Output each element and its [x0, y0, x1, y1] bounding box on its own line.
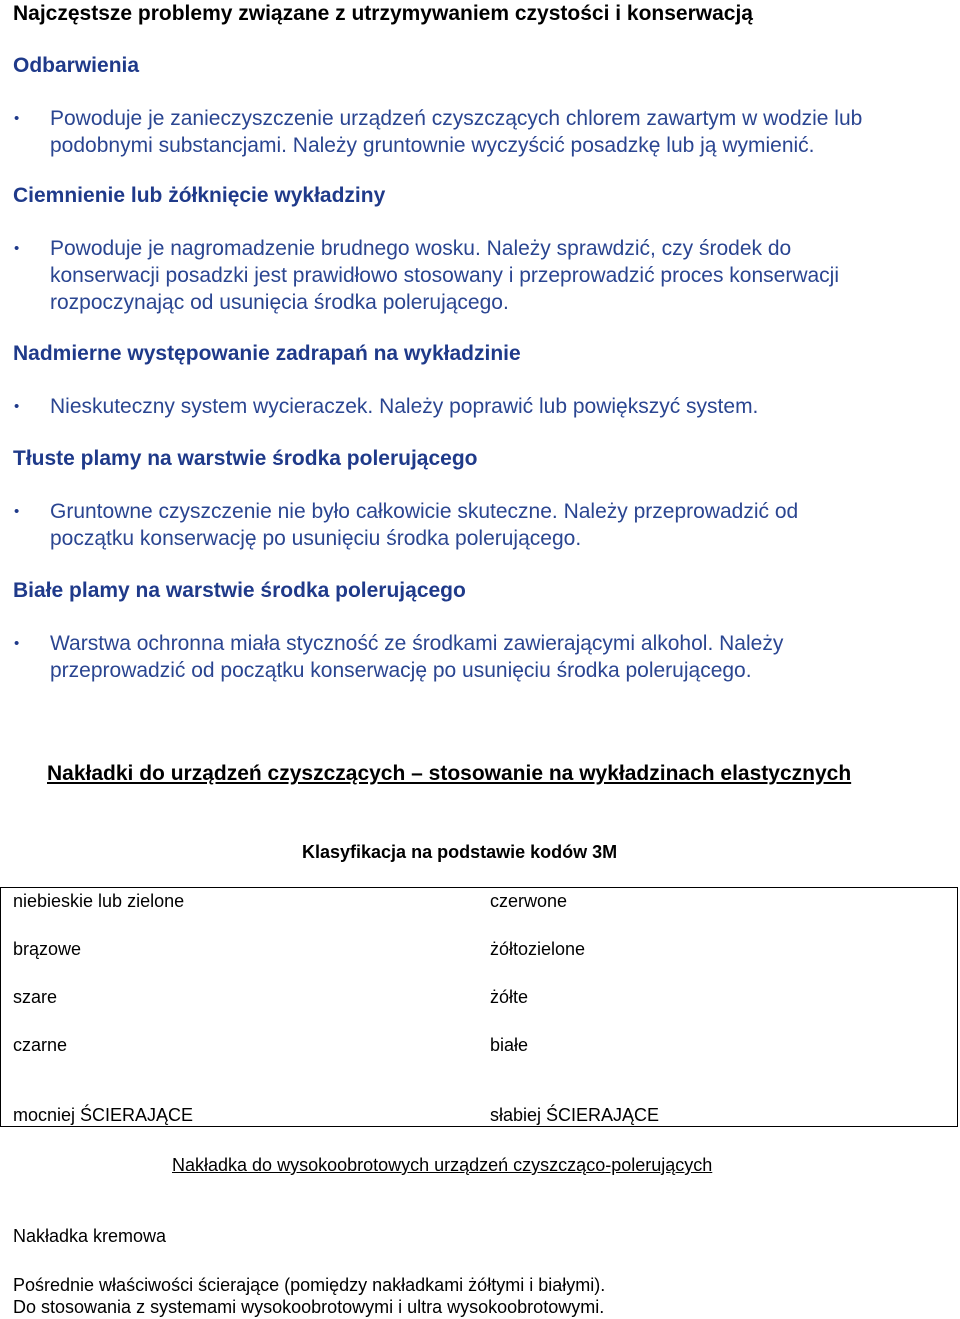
classification-title: Klasyfikacja na podstawie kodów 3M: [302, 842, 618, 862]
text-line: Pośrednie właściwości ścierające (pomiędzy nakładkami żółtymi i białymi).: [13, 1275, 606, 1295]
left-footer-label: mocniej ŚCIERAJĄCE: [13, 1105, 194, 1125]
text-line: przeprowadzić od początku konserwację po usunięciu środka polerującego.: [50, 659, 752, 682]
text-line: konserwacji posadzki jest prawidłowo stosowany i przeprowadzić proces konserwacji: [50, 264, 840, 287]
color-item: żółtozielone: [490, 939, 586, 959]
bullet-icon: •: [14, 240, 20, 257]
section-text: [50, 498, 798, 552]
text-line: Nieskuteczny system wycieraczek. Należy poprawić lub powiększyć system.: [50, 395, 759, 418]
section-text: [50, 235, 839, 316]
text-line: podobnymi substancjami. Należy gruntownie wyczyścić posadzkę lub ją wymienić.: [50, 134, 815, 157]
color-item: brązowe: [13, 939, 82, 959]
page-title: Najczęstsze problemy związane z utrzymywaniem czystości i konserwacją: [13, 2, 753, 25]
right-footer-label: słabiej ŚCIERAJĄCE: [490, 1105, 660, 1125]
color-item: białe: [490, 1035, 529, 1055]
text-line: Powoduje je zanieczyszczenie urządzeń czyszczących chlorem zawartym w wodzie lub: [50, 107, 863, 130]
color-item: żółte: [490, 987, 529, 1007]
bullet-icon: •: [14, 635, 20, 652]
section-text: [50, 393, 758, 420]
text-line: Gruntowne czyszczenie nie było całkowicie skuteczne. Należy przeprowadzić od: [50, 500, 799, 523]
text-line: Powoduje je nagromadzenie brudnego wosku. Należy sprawdzić, czy środek do: [50, 237, 792, 260]
cream-pad-description: [13, 1274, 605, 1318]
color-item: szare: [13, 987, 58, 1007]
section-heading-tluste-plamy: Tłuste plamy na warstwie środka polerującego: [13, 447, 478, 470]
section-heading-biale-plamy: Białe plamy na warstwie środka polerującego: [13, 579, 466, 602]
cream-pad-name: Nakładka kremowa: [13, 1226, 167, 1246]
bullet-icon: •: [14, 110, 20, 127]
section-text: [50, 630, 783, 684]
bullet-icon: •: [14, 398, 20, 415]
section-heading-odbarwienia: Odbarwienia: [13, 54, 140, 77]
color-item: czarne: [13, 1035, 68, 1055]
section-text: [50, 105, 862, 159]
classification-table: [0, 887, 958, 1127]
text-line: Do stosowania z systemami wysokoobrotowymi i ultra wysokoobrotowymi.: [13, 1297, 605, 1317]
text-line: początku konserwację po usunięciu środka polerującego.: [50, 527, 582, 550]
high-speed-pad-title: Nakładka do wysokoobrotowych urządzeń czyszcząco-polerujących: [172, 1155, 713, 1175]
text-line: rozpoczynając od usunięcia środka polerującego.: [50, 291, 509, 314]
pads-section-title: Nakładki do urządzeń czyszczących – stosowanie na wykładzinach elastycznych: [47, 762, 852, 785]
color-item: niebieskie lub zielone: [13, 891, 185, 911]
left-color-list: [13, 891, 184, 1083]
section-heading-ciemnienie: Ciemnienie lub żółknięcie wykładziny: [13, 184, 386, 207]
color-item: czerwone: [490, 891, 568, 911]
bullet-icon: •: [14, 503, 20, 520]
section-heading-zadrapania: Nadmierne występowanie zadrapań na wykładzinie: [13, 342, 521, 365]
text-line: Warstwa ochronna miała styczność ze środkami zawierającymi alkohol. Należy: [50, 632, 784, 655]
right-color-list: [490, 891, 585, 1083]
